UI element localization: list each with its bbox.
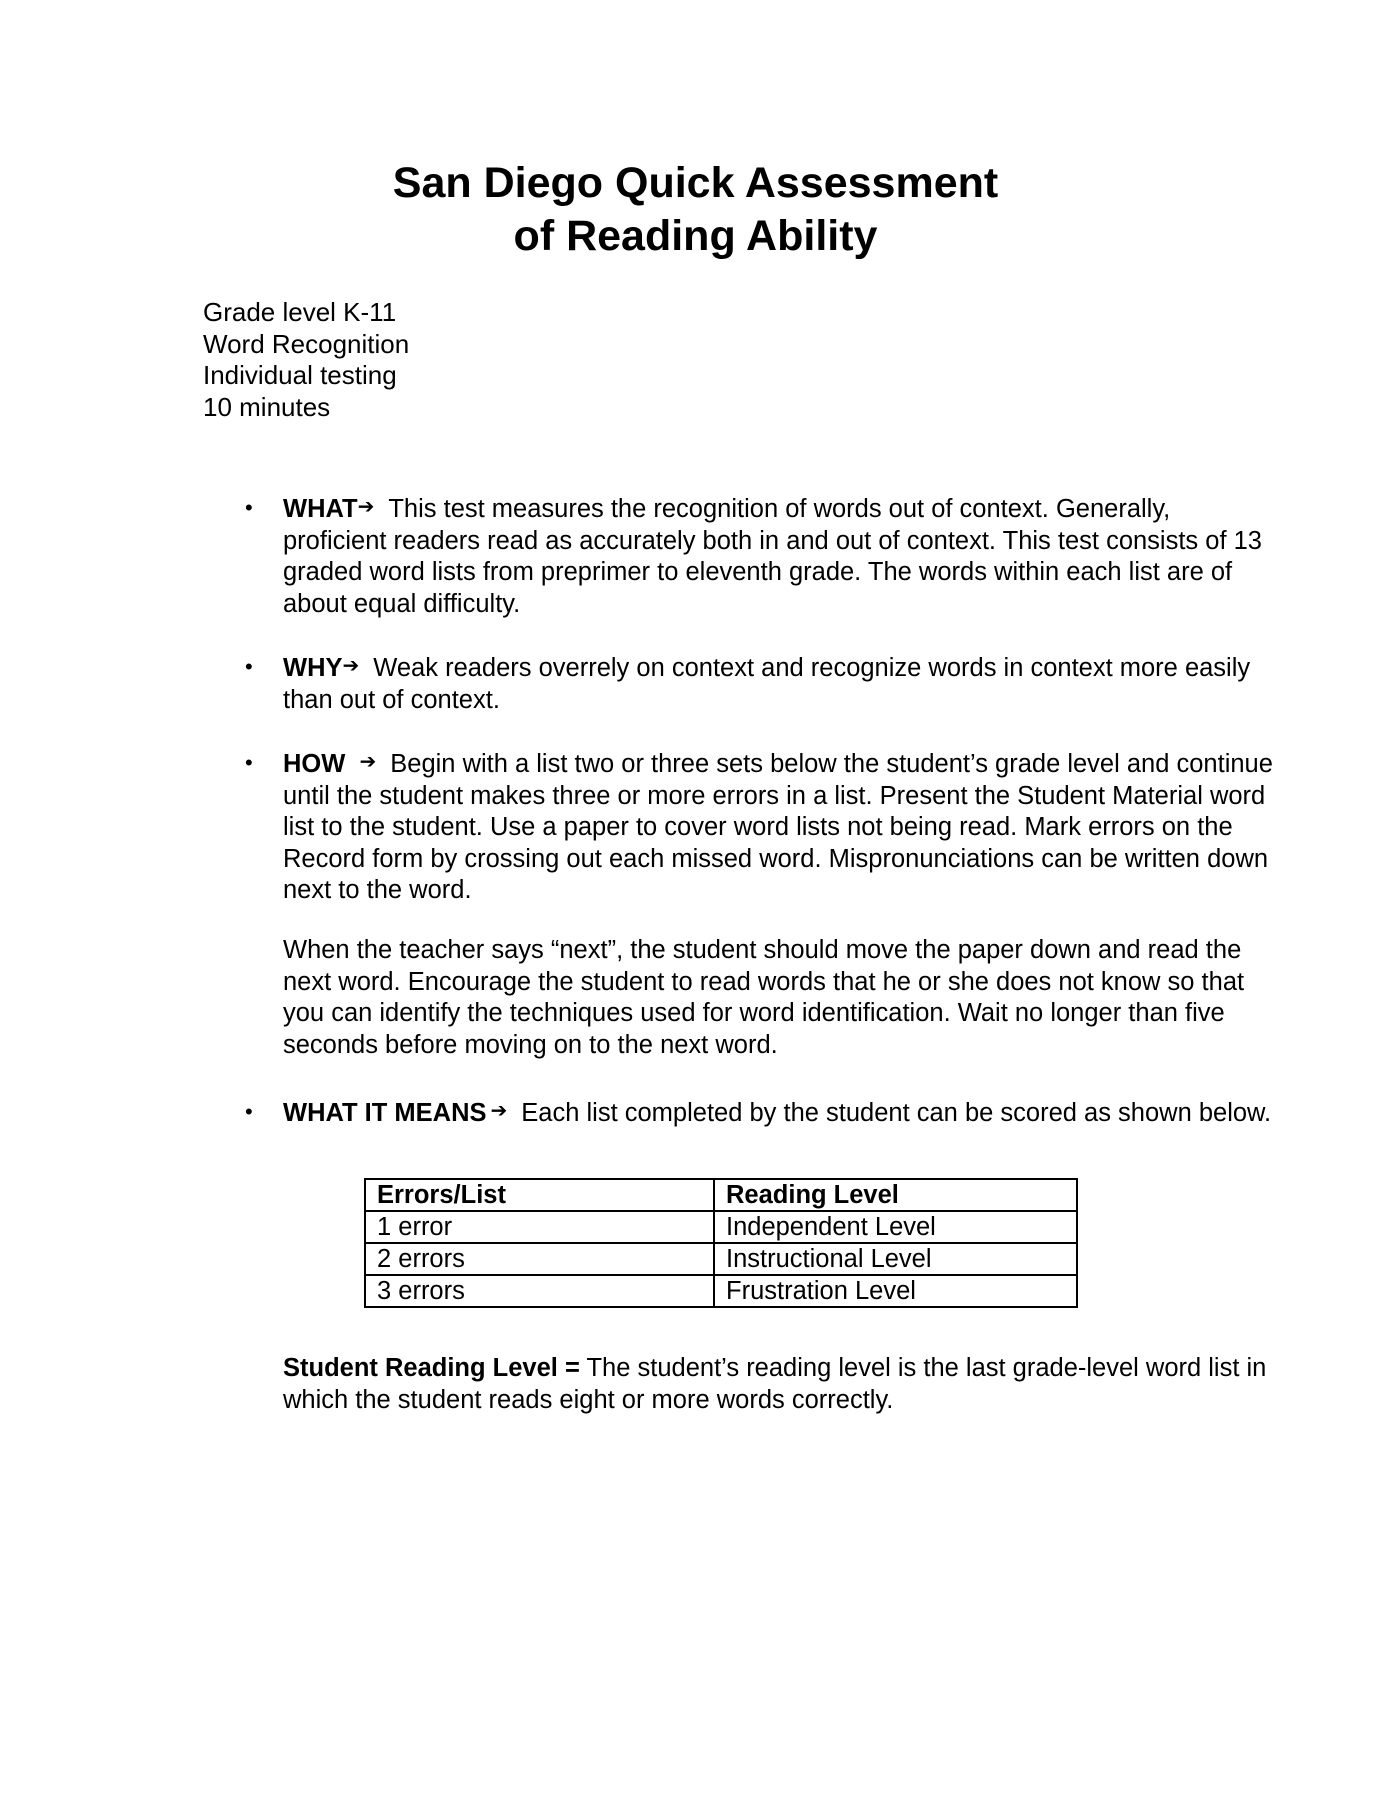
section-what-it-means bbox=[245, 1096, 1273, 1130]
means-paragraph bbox=[283, 1096, 1273, 1130]
student-level-text: The student’s reading level is the last grade-level word list in which the student reads eight or more words correctly. bbox=[283, 1354, 1267, 1414]
level-cell: Independent Level bbox=[714, 1211, 1077, 1243]
means-label: WHAT IT MEANS bbox=[283, 1099, 487, 1127]
what-paragraph bbox=[283, 492, 1273, 620]
why-paragraph bbox=[283, 651, 1273, 716]
section-why bbox=[245, 651, 1273, 716]
reading-level-table bbox=[364, 1178, 1078, 1308]
student-level-paragraph bbox=[283, 1353, 1273, 1416]
table-row bbox=[365, 1243, 1077, 1275]
student-reading-level bbox=[283, 1353, 1273, 1416]
how-label: HOW bbox=[283, 750, 346, 778]
table-row bbox=[365, 1275, 1077, 1307]
how-text: Begin with a list two or three sets below the student’s grade level and continue until the student makes three or more errors in a list. Present the Student Material word list to the student. Use a paper to cover word lists not being read. Mark errors on the Record form by crossing out each missed word. Mispronunciations can be written down next to the word. bbox=[283, 750, 1273, 904]
arrow-right-icon: ➔ bbox=[490, 1100, 508, 1122]
bullet-icon: • bbox=[245, 654, 253, 679]
student-level-label: Student Reading Level = bbox=[283, 1354, 580, 1382]
errors-cell: 3 errors bbox=[365, 1275, 714, 1307]
duration: 10 minutes bbox=[203, 391, 331, 422]
header-reading-level: Reading Level bbox=[714, 1179, 1077, 1211]
level-cell: Instructional Level bbox=[714, 1243, 1077, 1275]
how-paragraph-2: When the teacher says “next”, the student should move the paper down and read the next word. Encourage the student to read words that he or she does not know so that you can identify the techniques used for word identification. Wait no longer than five seconds before moving on to the next word. bbox=[283, 936, 1245, 1059]
arrow-right-icon: ➔ bbox=[342, 655, 360, 677]
document-title bbox=[0, 157, 1391, 263]
test-info bbox=[203, 297, 409, 423]
table-row bbox=[365, 1211, 1077, 1243]
section-how bbox=[245, 747, 1273, 907]
table-header-row bbox=[365, 1179, 1077, 1211]
testing-mode: Individual testing bbox=[203, 360, 397, 390]
what-text: This test measures the recognition of words out of context. Generally, proficient readers read as accurately both in and out of context. This test consists of 13 graded word lists from preprimer to eleventh grade. The words within each list are of about equal difficulty. bbox=[283, 495, 1262, 618]
bullet-icon: • bbox=[245, 495, 253, 520]
errors-cell: 1 error bbox=[365, 1211, 714, 1243]
title-line-2: of Reading Ability bbox=[513, 212, 878, 260]
arrow-right-icon: ➔ bbox=[359, 751, 377, 773]
bullet-icon: • bbox=[245, 750, 253, 775]
errors-cell: 2 errors bbox=[365, 1243, 714, 1275]
why-text: Weak readers overrely on context and recognize words in context more easily than out of context. bbox=[283, 654, 1251, 714]
test-type: Word Recognition bbox=[203, 328, 410, 359]
header-errors-list: Errors/List bbox=[365, 1179, 714, 1211]
section-how-continued bbox=[283, 935, 1273, 1061]
means-text: Each list completed by the student can be scored as shown below. bbox=[521, 1099, 1272, 1127]
why-label: WHY bbox=[283, 654, 343, 682]
level-cell: Frustration Level bbox=[714, 1275, 1077, 1307]
how-paragraph bbox=[283, 747, 1273, 907]
title-line-1: San Diego Quick Assessment bbox=[392, 159, 999, 207]
what-label: WHAT bbox=[283, 495, 358, 523]
grade-level: Grade level K-11 bbox=[203, 297, 397, 327]
section-what bbox=[245, 492, 1273, 620]
arrow-right-icon: ➔ bbox=[357, 496, 375, 518]
bullet-icon: • bbox=[245, 1099, 253, 1124]
